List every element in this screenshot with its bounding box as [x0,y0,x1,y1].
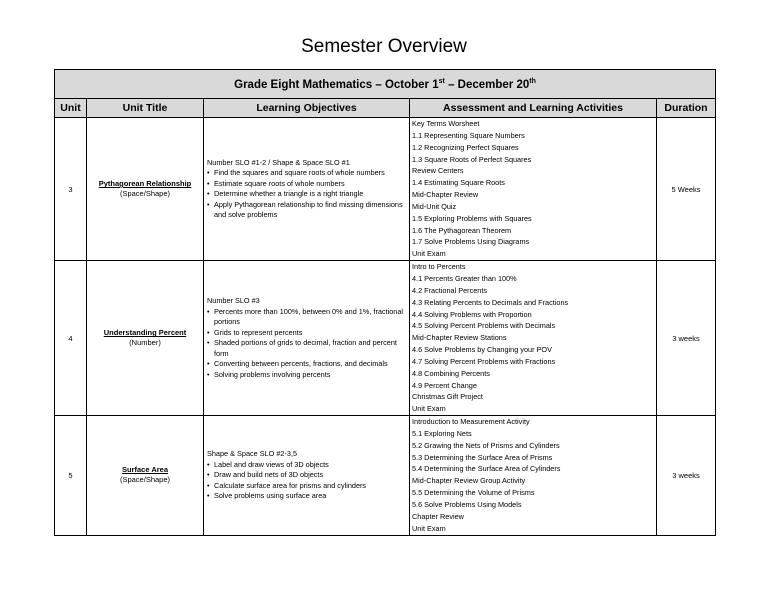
objectives-list [207,460,406,502]
activity-item: 1.6 The Pythagorean Theorem [412,225,512,235]
unit-number: 5 [55,416,87,535]
activity-item: 5.3 Determining the Surface Area of Prisms [412,452,553,462]
unit-strand: (Space/Shape) [119,475,171,485]
objective-item: • Grids to represent percents [207,328,406,339]
activity-item: 4.6 Solve Problems by Changing your POV [412,345,552,355]
activity-item: Unit Exam [412,523,446,533]
activities-cell [410,261,657,416]
objectives-cell [204,416,410,535]
activity-item: 5.1 Exploring Nets [412,428,472,438]
activity-item: 5.6 Solve Problems Using Models [412,500,522,509]
activity-item: 1.4 Estimating Square Roots [412,178,505,188]
activity-item: Mid-Unit Quiz [412,201,457,211]
page-title: Semester Overview [301,36,467,57]
header-assessment: Assessment and Learning Activities [410,99,657,118]
table-banner [55,70,716,99]
header-unit: Unit [55,99,87,118]
unit-title-cell [87,261,204,416]
objective-item: • Determine whether a triangle is a right triangle [207,189,406,200]
activity-item: Key Terms Worsheet [412,119,480,128]
activity-item: 5.4 Determining the Surface Area of Cylinders [412,464,561,474]
activity-item: 4.7 Solving Percent Problems with Fractions [412,356,556,366]
semester-overview-table [54,69,716,536]
unit-title: Surface Area [122,465,168,475]
activity-item: 1.2 Recognizing Perfect Squares [412,142,519,152]
activity-item: 1.5 Exploring Problems with Squares [412,213,532,223]
objective-item: • Draw and build nets of 3D objects [207,470,406,481]
banner-sup2: th [529,77,536,85]
activity-item: Unit Exam [412,404,446,414]
activity-item: 1.3 Square Roots of Perfect Squares [412,154,532,164]
activities-cell [410,416,657,535]
activity-item: 1.1 Representing Square Numbers [412,130,525,140]
activity-item: Christmas Gift Project [412,392,483,402]
objectives-list [207,307,406,381]
banner-row [55,70,716,99]
slo-heading: Number SLO #3 [207,296,260,306]
activity-item: 4.8 Combining Percents [412,368,490,378]
header-learning-objectives: Learning Objectives [204,99,410,118]
objective-item: • Apply Pythagorean relationship to find missing dimensions and solve problems [207,200,406,221]
slo-heading: Number SLO #1-2 / Shape & Space SLO #1 [207,157,350,167]
activity-item: Intro to Percents [412,262,466,272]
banner-prefix: Grade Eight Mathematics – October 1 [234,78,439,91]
objective-item: • Percents more than 100%, between 0% and 1%, fractional portions [207,307,406,328]
objective-item: • Shaded portions of grids to decimal, fraction and percent form [207,338,406,359]
activity-item: 5.5 Determining the Volume of Prisms [412,488,535,498]
activity-item: 4.2 Fractional Percents [412,285,488,295]
activity-item: Mid-Chapter Review Stations [412,333,507,343]
header-duration: Duration [657,99,716,118]
activity-item: Introduction to Measurement Activity [412,417,530,427]
unit-title-cell [87,416,204,535]
duration: 3 weeks [657,261,716,416]
activity-item: 1.7 Solve Problems Using Diagrams [412,237,530,247]
table-row [55,416,716,535]
unit-number: 4 [55,261,87,416]
activity-item: Review Centers [412,166,464,176]
activity-item: 4.3 Relating Percents to Decimals and Fractions [412,297,569,307]
activity-item: Mid-Chapter Review [412,190,479,200]
table-row [55,261,716,416]
table-row [55,118,716,261]
objective-item: • Estimate square roots of whole numbers [207,179,406,190]
activity-item: Chapter Review [412,511,464,521]
activities-cell [410,118,657,261]
objective-item: • Calculate surface area for prisms and cylinders [207,481,406,492]
banner-sup1: st [438,77,445,85]
header-unit-title: Unit Title [87,99,204,118]
objectives-cell [204,118,410,261]
objectives-cell [204,261,410,416]
header-row [55,99,716,118]
activity-item: Unit Exam [412,249,446,259]
activity-item: 4.5 Solving Percent Problems with Decimals [412,321,556,331]
activity-item: 4.9 Percent Change [412,380,477,390]
unit-number: 3 [55,118,87,261]
objective-item: • Label and draw views of 3D objects [207,460,406,471]
objective-item: • Find the squares and square roots of whole numbers [207,168,406,179]
unit-strand: (Number) [129,338,161,348]
objective-item: • Solve problems using surface area [207,491,406,502]
slo-heading: Shape & Space SLO #2-3,5 [207,449,298,459]
unit-title: Understanding Percent [103,328,187,338]
activity-item: 4.1 Percents Greater than 100% [412,273,517,283]
activity-item: Mid-Chapter Review Group Activity [412,476,526,486]
unit-strand: (Space/Shape) [119,189,171,199]
unit-title-cell [87,118,204,261]
duration: 5 Weeks [657,118,716,261]
activity-item: 5.2 Grawing the Nets of Prisms and Cylinders [412,440,560,450]
activity-item: 4.4 Solving Problems with Proportion [412,309,532,319]
objective-item: • Converting between percents, fractions, and decimals [207,359,406,370]
banner-middle: – December 20 [444,78,530,91]
objectives-list [207,168,406,221]
objective-item: • Solving problems involving percents [207,370,406,381]
duration: 3 weeks [657,416,716,535]
unit-title: Pythagorean Relationship [98,179,192,189]
